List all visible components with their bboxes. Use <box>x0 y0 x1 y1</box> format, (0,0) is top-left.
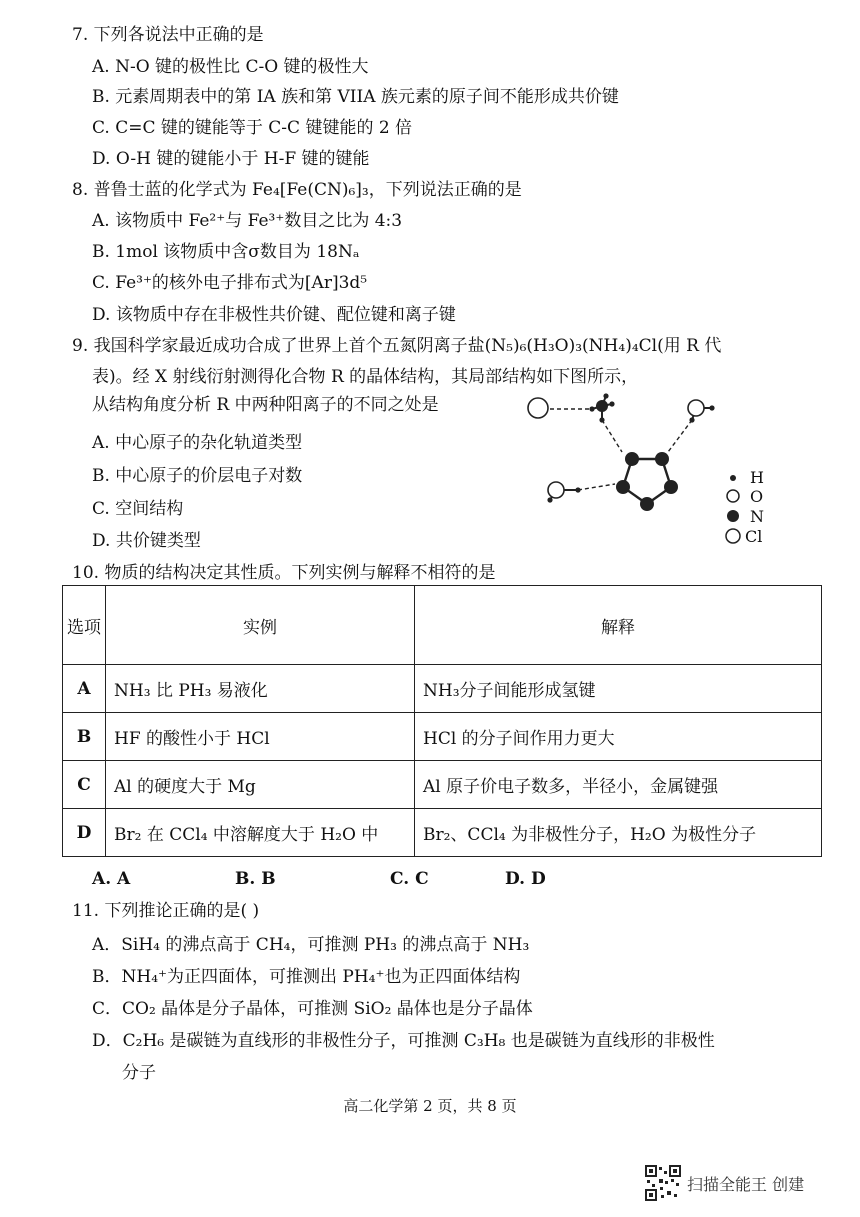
q11-option-d-line1: D．C₂H₆ 是碳链为直线形的非极性分子，可推测 C₃H₈ 也是碳链为直线形的非极性 <box>92 1031 715 1051</box>
legend-h-label: H <box>750 468 764 487</box>
q11-option-c: C．CO₂ 晶体是分子晶体，可推测 SiO₂ 晶体也是分子晶体 <box>92 999 533 1019</box>
n5-ring-atom <box>625 452 639 466</box>
row-label: C <box>63 761 106 809</box>
table-row <box>63 713 822 761</box>
q10-option-d: D. D <box>505 869 546 889</box>
row-example: Br₂ 在 CCl₄ 中溶解度大于 H₂O 中 <box>106 809 415 857</box>
q8-option-b: B. 1mol 该物质中含σ数目为 18Nₐ <box>92 242 360 262</box>
q11-option-b: B．NH₄⁺为正四面体，可推测出 PH₄⁺也为正四面体结构 <box>92 967 521 987</box>
legend-n-label: N <box>750 507 764 526</box>
legend-cl-label: Cl <box>745 527 763 546</box>
q8-option-c: C. Fe³⁺的核外电子排布式为[Ar]3d⁵ <box>92 273 368 293</box>
q9-option-d: D. 共价键类型 <box>92 531 201 551</box>
q8-option-a: A. 该物质中 Fe²⁺与 Fe³⁺数目之比为 4:3 <box>92 211 403 231</box>
table-header-row <box>63 586 822 665</box>
legend-o-label: O <box>750 487 764 506</box>
q9-stem-line1: 9. 我国科学家最近成功合成了世界上首个五氮阴离子盐(N₅)₆(H₃O)₃(NH₄)₄Cl(用 R 代 <box>72 336 722 356</box>
page-footer: 高二化学第 2 页，共 8 页 <box>343 1097 517 1115</box>
q9-option-c: C. 空间结构 <box>92 499 184 519</box>
q9-stem-line2: 表)。经 X 射线衍射测得化合物 R 的晶体结构，其局部结构如下图所示， <box>92 367 639 387</box>
row-explanation: NH₃分子间能形成氢键 <box>415 665 822 713</box>
header-option: 选项 <box>63 586 106 665</box>
legend-o-icon <box>727 490 739 502</box>
row-label: B <box>63 713 106 761</box>
n-atom <box>596 400 608 412</box>
o-atom <box>688 400 704 416</box>
table-row <box>63 761 822 809</box>
row-label: A <box>63 665 106 713</box>
q7-option-c: C. C=C 键的键能等于 C-C 键键能的 2 倍 <box>92 118 413 138</box>
row-explanation: HCl 的分子间作用力更大 <box>415 713 822 761</box>
row-label: D <box>63 809 106 857</box>
legend-h-icon <box>730 475 736 481</box>
q10-table <box>62 585 822 857</box>
table-row <box>63 665 822 713</box>
q7-stem: 7. 下列各说法中正确的是 <box>72 25 264 45</box>
row-example: NH₃ 比 PH₃ 易液化 <box>106 665 415 713</box>
q9-option-a: A. 中心原子的杂化轨道类型 <box>92 433 303 453</box>
legend-n-icon <box>727 510 739 522</box>
q11-stem: 11. 下列推论正确的是( ) <box>72 901 260 921</box>
q8-stem: 8. 普鲁士蓝的化学式为 Fe₄[Fe(CN)₆]₃，下列说法正确的是 <box>72 180 522 200</box>
q10-option-a: A. A <box>92 869 131 889</box>
q9-option-b: B. 中心原子的价层电子对数 <box>92 466 303 486</box>
crystal-structure-figure <box>520 390 820 550</box>
q10-option-c: C. C <box>390 869 429 889</box>
q8-option-d: D. 该物质中存在非极性共价键、配位键和离子键 <box>92 305 456 325</box>
legend-cl-icon <box>726 529 740 543</box>
table-row <box>63 809 822 857</box>
row-explanation: Al 原子价电子数多，半径小，金属键强 <box>415 761 822 809</box>
camscanner-watermark <box>645 1165 804 1201</box>
q10-stem: 10. 物质的结构决定其性质。下列实例与解释不相符的是 <box>72 563 496 583</box>
camscanner-label: 扫描全能王 创建 <box>687 1174 805 1194</box>
row-example: HF 的酸性小于 HCl <box>106 713 415 761</box>
cl-atom <box>528 398 548 418</box>
q7-option-b: B. 元素周期表中的第 IA 族和第 VIIA 族元素的原子间不能形成共价键 <box>92 87 619 107</box>
qr-code-icon <box>645 1165 681 1201</box>
row-explanation: Br₂、CCl₄ 为非极性分子，H₂O 为极性分子 <box>415 809 822 857</box>
q11-option-d-line2: 分子 <box>122 1063 156 1083</box>
header-example: 实例 <box>106 586 415 665</box>
q11-option-a: A．SiH₄ 的沸点高于 CH₄，可推测 PH₃ 的沸点高于 NH₃ <box>92 935 530 955</box>
q7-option-a: A. N-O 键的极性比 C-O 键的极性大 <box>92 57 369 77</box>
q7-option-d: D. O-H 键的键能小于 H-F 键的键能 <box>92 149 370 169</box>
row-example: Al 的硬度大于 Mg <box>106 761 415 809</box>
header-explanation: 解释 <box>415 586 822 665</box>
q10-option-b: B. B <box>235 869 276 889</box>
q9-stem-line3: 从结构角度分析 R 中两种阳离子的不同之处是 <box>92 395 439 415</box>
